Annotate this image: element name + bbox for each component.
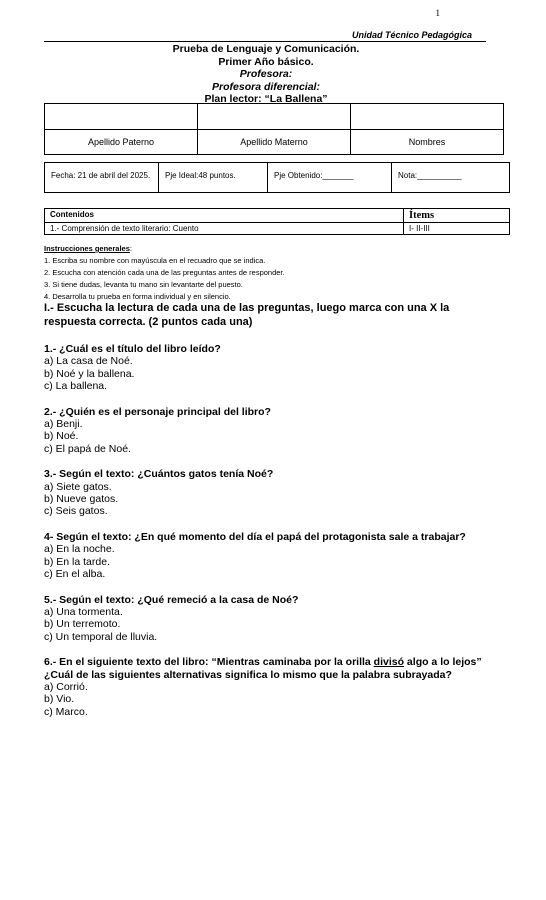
contents-header: Contenidos (45, 209, 404, 223)
instruction-item: 2. Escucha con atención cada una de las preguntas antes de responder. (44, 268, 285, 277)
general-instructions (44, 243, 514, 303)
page-number: 1 (435, 8, 440, 18)
question-4 (44, 531, 504, 581)
answer-option[interactable]: b) En la tarde. (44, 555, 110, 568)
header-rule (44, 41, 486, 42)
nombres-field[interactable] (351, 104, 504, 130)
answer-option[interactable]: b) Vio. (44, 693, 75, 706)
grade-level: Primer Año básico. (218, 55, 314, 68)
instruction-item: 3. Si tiene dudas, levanta tu mano sin levantarte del puesto. (44, 280, 243, 289)
content-row-text: 1.- Comprensión de texto literario: Cuento (45, 223, 404, 235)
instructions-title: Instrucciones generales (44, 244, 130, 253)
content-row-items: I- II-III (404, 223, 510, 235)
question-text: 4- Según el texto: ¿En qué momento del día el papá del protagonista sale a trabajar? (44, 530, 466, 543)
question-6 (44, 656, 504, 718)
answer-option[interactable]: b) Noé y la ballena. (44, 367, 135, 380)
instruction-item: 4. Desarrolla tu prueba en forma individual y en silencio. (44, 292, 231, 301)
nombres-label: Nombres (351, 130, 504, 155)
apellido-materno-label: Apellido Materno (198, 130, 351, 155)
answer-option[interactable]: a) En la noche. (44, 543, 115, 556)
question-text: 2.- ¿Quién es el personaje principal del libro? (44, 405, 271, 418)
question-1 (44, 343, 504, 393)
answer-option[interactable]: c) El papá de Noé. (44, 442, 131, 455)
question-text: 5.- Según el texto: ¿Qué remeció a la casa de Noé? (44, 593, 299, 606)
answer-option[interactable]: c) Marco. (44, 705, 88, 718)
answer-option[interactable]: c) La ballena. (44, 380, 108, 393)
answer-option[interactable]: a) Siete gatos. (44, 480, 112, 493)
apellido-paterno-label: Apellido Paterno (45, 130, 198, 155)
underlined-word: divisó (373, 656, 405, 669)
question-3 (44, 468, 504, 518)
question-5 (44, 594, 504, 644)
answer-option[interactable]: c) Seis gatos. (44, 505, 108, 518)
student-name-table (44, 103, 504, 155)
question-2 (44, 406, 504, 456)
department-label: Unidad Técnico Pedagógica (351, 30, 472, 40)
contents-table (44, 208, 510, 235)
question-text: 3.- Según el texto: ¿Cuántos gatos tenía Noé? (44, 468, 274, 481)
question-text (44, 656, 504, 668)
instructions-title-colon: : (129, 244, 132, 253)
answer-option[interactable]: a) La casa de Noé. (44, 355, 133, 368)
question-text: 1.- ¿Cuál es el título del libro leído? (44, 343, 221, 355)
answer-option[interactable]: c) Un temporal de lluvia. (44, 630, 158, 643)
test-title: Prueba de Lenguaje y Comunicación. (172, 43, 360, 55)
grade-cell[interactable]: Nota:__________ (392, 163, 510, 193)
answer-option[interactable]: a) Una tormenta. (44, 605, 123, 618)
question-6-text-start: 6.- En el siguiente texto del libro: “Mientras caminaba por la orilla (44, 656, 374, 669)
items-header: Ítems (404, 209, 510, 223)
answer-option[interactable]: c) En el alba. (44, 568, 106, 581)
answer-option[interactable]: b) Noé. (44, 430, 79, 443)
question-6-prompt: ¿Cuál de las siguientes alternativas significa lo mismo que la palabra subrayada? (44, 668, 452, 681)
answer-option[interactable]: b) Nueve gatos. (44, 493, 119, 506)
reading-plan: Plan lector: “La Ballena” (204, 93, 328, 105)
date-cell: Fecha: 21 de abril del 2025. (45, 163, 159, 193)
instruction-item: 1. Escriba su nombre con mayúscula en el recuadro que se indica. (44, 256, 266, 265)
answer-option[interactable]: a) Corrió. (44, 680, 88, 693)
answer-option[interactable]: b) Un terremoto. (44, 618, 121, 631)
apellido-paterno-field[interactable] (45, 104, 198, 130)
special-teacher-label: Profesora diferencial: (212, 80, 320, 93)
score-info-table (44, 162, 510, 193)
obtained-score-cell[interactable]: Pje Obtenido:_______ (268, 163, 392, 193)
ideal-score-cell: Pje Ideal:48 puntos. (159, 163, 268, 193)
answer-option[interactable]: a) Benji. (44, 418, 83, 431)
test-header (0, 43, 532, 106)
question-6-text-end: algo a lo lejos” (404, 656, 482, 669)
questions-section (44, 301, 504, 731)
teacher-label: Profesora: (239, 68, 293, 80)
section-intro: I.- Escucha la lectura de cada una de las preguntas, luego marca con una X la respuesta correcta. (2 puntos cada una) (44, 302, 450, 328)
apellido-materno-field[interactable] (198, 104, 351, 130)
